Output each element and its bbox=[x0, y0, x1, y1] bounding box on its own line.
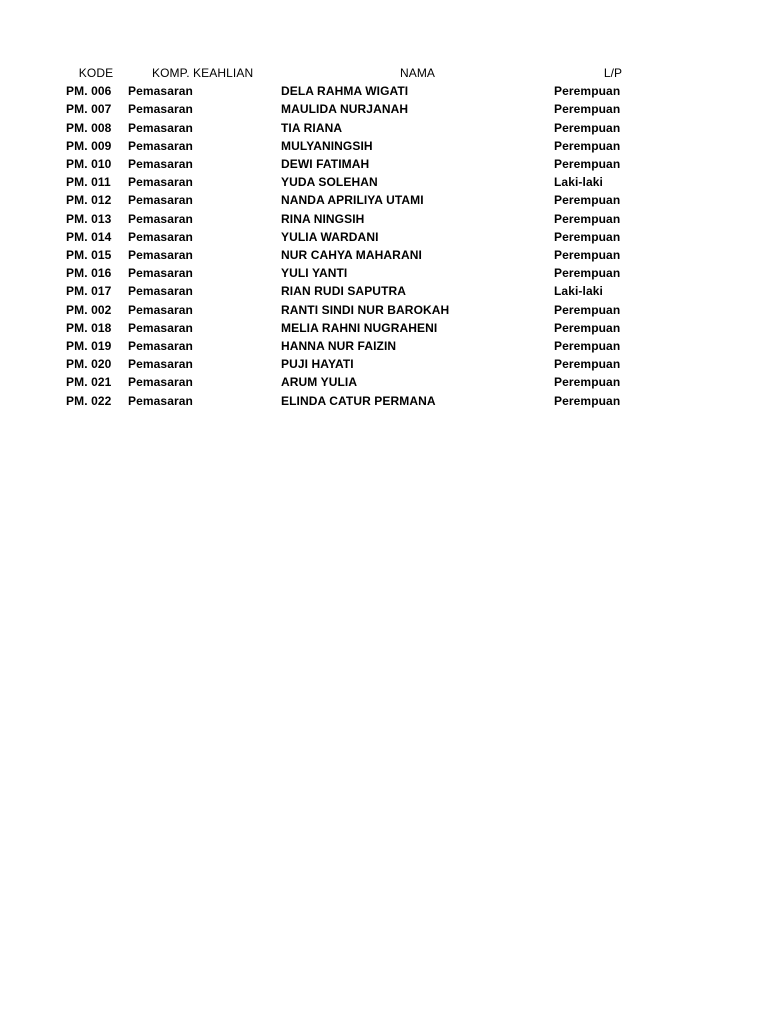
cell-komp-keahlian: Pemasaran bbox=[128, 193, 193, 208]
cell-lp: Perempuan bbox=[554, 84, 621, 99]
table-row bbox=[64, 191, 664, 209]
cell-komp-keahlian: Pemasaran bbox=[128, 284, 193, 299]
cell-nama: RANTI SINDI NUR BAROKAH bbox=[281, 302, 450, 317]
table-row bbox=[64, 282, 664, 300]
cell-nama: HANNA NUR FAIZIN bbox=[281, 339, 397, 354]
cell-kode: PM. 009 bbox=[66, 138, 112, 153]
cell-kode: PM. 018 bbox=[66, 320, 112, 335]
cell-kode: PM. 019 bbox=[66, 339, 112, 354]
cell-kode: PM. 008 bbox=[66, 120, 112, 135]
cell-nama: PUJI HAYATI bbox=[281, 357, 354, 372]
cell-kode: PM. 021 bbox=[66, 375, 112, 390]
cell-nama: ARUM YULIA bbox=[281, 375, 358, 390]
table-row bbox=[64, 246, 664, 264]
cell-komp-keahlian: Pemasaran bbox=[128, 302, 193, 317]
table-row bbox=[64, 264, 664, 282]
table-row bbox=[64, 228, 664, 246]
cell-nama: RINA NINGSIH bbox=[281, 211, 365, 226]
cell-kode: PM. 002 bbox=[66, 302, 112, 317]
table-row bbox=[64, 210, 664, 228]
cell-lp: Perempuan bbox=[554, 248, 621, 263]
table-row bbox=[64, 319, 664, 337]
header-komp-keahlian: KOMP. KEAHLIAN bbox=[152, 66, 254, 80]
cell-lp: Perempuan bbox=[554, 339, 621, 354]
cell-kode: PM. 016 bbox=[66, 266, 112, 281]
table-row bbox=[64, 373, 664, 391]
cell-komp-keahlian: Pemasaran bbox=[128, 393, 193, 408]
table-row bbox=[64, 301, 664, 319]
cell-nama: MELIA RAHNI NUGRAHENI bbox=[281, 320, 438, 335]
table-row bbox=[64, 392, 664, 410]
cell-nama: DELA RAHMA WIGATI bbox=[281, 84, 409, 99]
header-row bbox=[64, 64, 664, 82]
cell-lp: Perempuan bbox=[554, 193, 621, 208]
cell-kode: PM. 011 bbox=[66, 175, 111, 190]
cell-komp-keahlian: Pemasaran bbox=[128, 175, 193, 190]
student-table bbox=[64, 64, 664, 410]
cell-komp-keahlian: Pemasaran bbox=[128, 320, 193, 335]
table-row bbox=[64, 155, 664, 173]
cell-nama: TIA RIANA bbox=[281, 120, 343, 135]
table-row bbox=[64, 119, 664, 137]
cell-nama: ELINDA CATUR PERMANA bbox=[281, 393, 436, 408]
cell-kode: PM. 007 bbox=[66, 102, 112, 117]
cell-lp: Laki-laki bbox=[554, 175, 603, 190]
cell-komp-keahlian: Pemasaran bbox=[128, 84, 193, 99]
cell-nama: MULYANINGSIH bbox=[281, 138, 373, 153]
cell-lp: Perempuan bbox=[554, 357, 621, 372]
cell-komp-keahlian: Pemasaran bbox=[128, 375, 193, 390]
cell-komp-keahlian: Pemasaran bbox=[128, 211, 193, 226]
cell-lp: Perempuan bbox=[554, 120, 621, 135]
cell-lp: Perempuan bbox=[554, 157, 621, 172]
cell-lp: Laki-laki bbox=[554, 284, 603, 299]
cell-lp: Perempuan bbox=[554, 393, 621, 408]
cell-nama: NANDA APRILIYA UTAMI bbox=[281, 193, 424, 208]
cell-kode: PM. 022 bbox=[66, 393, 112, 408]
cell-kode: PM. 010 bbox=[66, 157, 112, 172]
cell-komp-keahlian: Pemasaran bbox=[128, 248, 193, 263]
cell-nama: YULI YANTI bbox=[281, 266, 348, 281]
cell-kode: PM. 014 bbox=[66, 229, 112, 244]
cell-lp: Perempuan bbox=[554, 266, 621, 281]
cell-komp-keahlian: Pemasaran bbox=[128, 157, 193, 172]
cell-komp-keahlian: Pemasaran bbox=[128, 266, 193, 281]
cell-komp-keahlian: Pemasaran bbox=[128, 339, 193, 354]
header-nama: NAMA bbox=[399, 66, 436, 80]
cell-lp: Perempuan bbox=[554, 102, 621, 117]
header-lp: L/P bbox=[603, 66, 623, 80]
cell-lp: Perempuan bbox=[554, 320, 621, 335]
cell-kode: PM. 020 bbox=[66, 357, 112, 372]
table-row bbox=[64, 337, 664, 355]
table-row bbox=[64, 173, 664, 191]
cell-nama: DEWI FATIMAH bbox=[281, 157, 370, 172]
cell-nama: MAULIDA NURJANAH bbox=[281, 102, 409, 117]
cell-kode: PM. 012 bbox=[66, 193, 112, 208]
table-row bbox=[64, 355, 664, 373]
cell-komp-keahlian: Pemasaran bbox=[128, 102, 193, 117]
cell-kode: PM. 017 bbox=[66, 284, 112, 299]
cell-kode: PM. 015 bbox=[66, 248, 112, 263]
table-header bbox=[64, 64, 664, 82]
header-kode: KODE bbox=[78, 66, 114, 80]
cell-lp: Perempuan bbox=[554, 375, 621, 390]
cell-nama: YUDA SOLEHAN bbox=[281, 175, 378, 190]
cell-nama: YULIA WARDANI bbox=[281, 229, 379, 244]
cell-lp: Perempuan bbox=[554, 138, 621, 153]
cell-lp: Perempuan bbox=[554, 211, 621, 226]
table-body bbox=[64, 82, 664, 410]
table-row bbox=[64, 137, 664, 155]
cell-nama: NUR CAHYA MAHARANI bbox=[281, 248, 422, 263]
table-row bbox=[64, 100, 664, 118]
cell-nama: RIAN RUDI SAPUTRA bbox=[281, 284, 407, 299]
table-row bbox=[64, 82, 664, 100]
cell-komp-keahlian: Pemasaran bbox=[128, 138, 193, 153]
cell-lp: Perempuan bbox=[554, 302, 621, 317]
cell-lp: Perempuan bbox=[554, 229, 621, 244]
cell-komp-keahlian: Pemasaran bbox=[128, 357, 193, 372]
cell-kode: PM. 013 bbox=[66, 211, 112, 226]
cell-komp-keahlian: Pemasaran bbox=[128, 120, 193, 135]
cell-kode: PM. 006 bbox=[66, 84, 112, 99]
cell-komp-keahlian: Pemasaran bbox=[128, 229, 193, 244]
